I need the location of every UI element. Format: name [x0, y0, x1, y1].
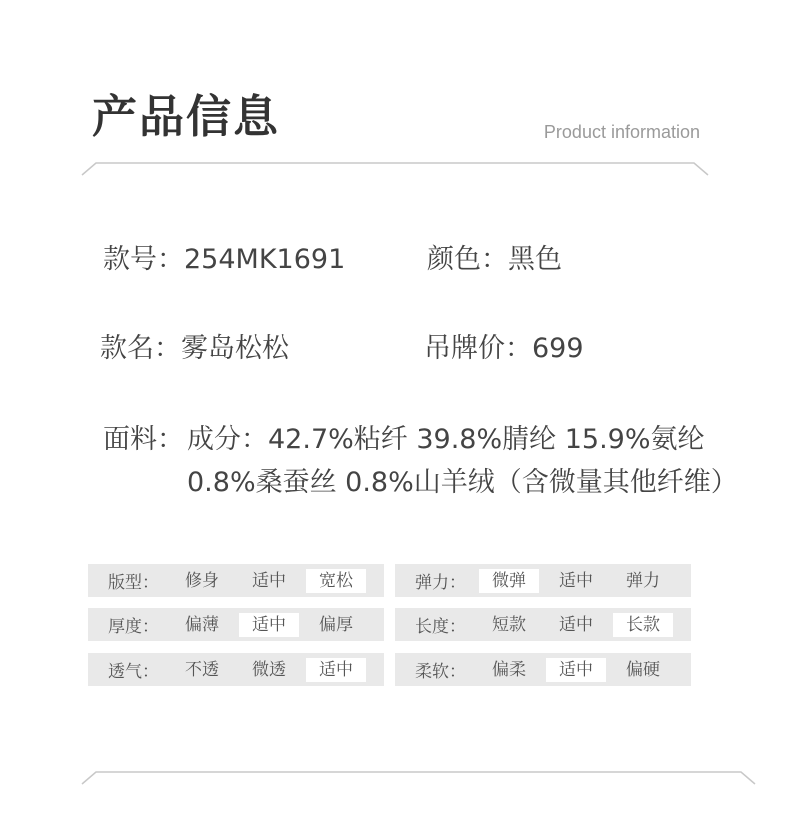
color-field [427, 240, 562, 280]
attribute-label: 弹力： [415, 573, 466, 593]
attribute-label: 版型： [108, 573, 159, 593]
attribute-label: 厚度： [108, 617, 159, 637]
attribute-label: 长度： [415, 617, 466, 637]
attribute-option: 短款 [492, 614, 526, 635]
style-number-field [103, 240, 345, 280]
attribute-option-selected: 微弹 [479, 569, 539, 593]
style-name-field [100, 329, 289, 369]
attribute-row [395, 564, 691, 597]
attribute-label: 柔软： [415, 662, 466, 682]
color-value: 黑色 [508, 244, 562, 275]
page-title: 产品信息 [92, 90, 281, 143]
attribute-option: 适中 [559, 614, 593, 635]
attribute-option: 不透 [185, 659, 219, 680]
attribute-option: 弹力 [626, 570, 660, 591]
fabric-composition [103, 418, 738, 504]
attribute-label: 透气： [108, 662, 159, 682]
composition-line-2: 0.8%桑蚕丝 0.8%山羊绒（含微量其他纤维） [187, 467, 738, 498]
attribute-option-selected: 适中 [239, 613, 299, 637]
attribute-option-selected: 适中 [306, 658, 366, 682]
attribute-row [88, 653, 384, 686]
price-field [424, 329, 584, 369]
color-label: 颜色： [427, 244, 508, 275]
attribute-option: 修身 [185, 570, 219, 591]
attribute-option-selected: 宽松 [306, 569, 366, 593]
price-value: 699 [532, 333, 584, 364]
attribute-row [395, 653, 691, 686]
attribute-option: 适中 [252, 570, 286, 591]
composition-line-1: 成分：42.7%粘纤 39.8%腈纶 15.9%氨纶 [187, 424, 705, 455]
price-label: 吊牌价： [424, 333, 532, 364]
fabric-label: 面料： [103, 424, 184, 455]
top-divider [0, 158, 790, 182]
style-number-label: 款号： [103, 244, 184, 275]
attribute-option: 微透 [252, 659, 286, 680]
style-number-value: 254MK1691 [184, 244, 346, 275]
attribute-option: 偏柔 [492, 659, 526, 680]
style-name-label: 款名： [100, 333, 181, 364]
attribute-option-selected: 长款 [613, 613, 673, 637]
page-subtitle: Product information [543, 122, 700, 142]
style-name-value: 雾岛松松 [181, 333, 289, 364]
attribute-row [395, 608, 691, 641]
attribute-option-selected: 适中 [546, 658, 606, 682]
attribute-option: 适中 [559, 570, 593, 591]
bottom-divider [0, 765, 790, 789]
attribute-option: 偏薄 [185, 614, 219, 635]
attribute-option: 偏硬 [626, 659, 660, 680]
attribute-row [88, 564, 384, 597]
attribute-row [88, 608, 384, 641]
attribute-option: 偏厚 [319, 614, 353, 635]
